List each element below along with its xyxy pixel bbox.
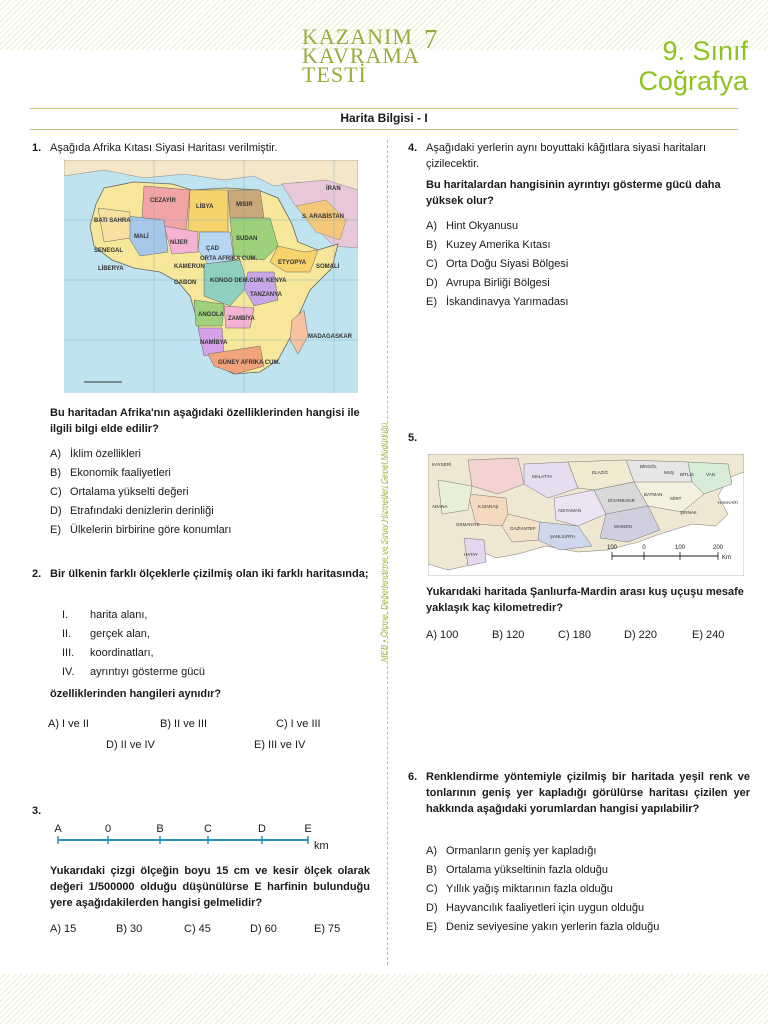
map-label-south-africa: GÜNEY AFRİKA CUM. xyxy=(218,360,281,366)
roman-numeral: I. xyxy=(62,609,69,621)
option-letter: B) xyxy=(50,467,61,479)
title-rule-bottom xyxy=(30,129,738,130)
map-label-algeria: CEZAYİR xyxy=(150,198,176,204)
map-label-hakkari: HAKKARİ xyxy=(718,500,738,505)
option-letter: D) xyxy=(50,505,62,517)
option-text: Hayvancılık faaliyetleri için uygun olduğu xyxy=(446,902,645,914)
grade-subject xyxy=(638,36,748,96)
grade-label: 9. Sınıf xyxy=(662,36,748,66)
map-label-ethiopia: ETYOPYA xyxy=(278,260,307,266)
option-d[interactable]: D) 60 xyxy=(250,923,277,935)
question-text: özelliklerinden hangileri aynıdır? xyxy=(50,688,222,700)
map-label-kenya: KENYA xyxy=(266,278,287,284)
roman-item-2 xyxy=(62,626,362,642)
map-label-namibia: NAMİBYA xyxy=(200,340,228,346)
map-label-mus: MUŞ xyxy=(664,470,674,475)
option-b[interactable] xyxy=(50,465,370,481)
logo-number: 7 xyxy=(424,24,438,54)
map-label-bingol: BİNGÖL xyxy=(640,464,658,469)
map-label-kayseri: KAYSERİ xyxy=(432,462,452,467)
question-number: 5. xyxy=(408,432,418,444)
option-b[interactable] xyxy=(426,237,746,253)
option-b[interactable]: B) II ve III xyxy=(160,718,208,730)
option-text: Kuzey Amerika Kıtası xyxy=(446,239,551,251)
scale-unit: km xyxy=(314,840,329,852)
option-letter: A) xyxy=(426,845,437,857)
question-number: 3. xyxy=(32,805,42,817)
question-number: 1. xyxy=(32,142,42,154)
roman-numeral: III. xyxy=(62,647,75,659)
option-text: İklim özellikleri xyxy=(70,448,141,460)
option-c[interactable]: C) 180 xyxy=(558,629,592,641)
roman-items xyxy=(62,607,362,680)
logo-line-2: KAVRAMA xyxy=(302,43,420,68)
map-label-iran: İRAN xyxy=(326,186,341,192)
options-list xyxy=(50,446,370,538)
map-label-angola: ANGOLA xyxy=(198,312,224,318)
option-a[interactable]: A) 100 xyxy=(426,629,459,641)
option-text: İskandinavya Yarımadası xyxy=(446,296,569,308)
roman-text: koordinatları, xyxy=(90,647,154,659)
option-a[interactable] xyxy=(426,218,746,234)
question-text: Bu haritalardan hangisinin ayrıntıyı gösterme gücü daha yüksek olur? xyxy=(426,179,721,207)
option-d[interactable]: D) 220 xyxy=(624,629,658,641)
scale-letter-b: B xyxy=(156,823,164,835)
option-a[interactable]: A) I ve II xyxy=(48,718,89,730)
question-4 xyxy=(408,140,752,308)
option-d[interactable] xyxy=(50,503,370,519)
option-letter: B) xyxy=(426,864,437,876)
option-letter: A) xyxy=(426,220,437,232)
map-label-gabon: GABON xyxy=(174,280,197,286)
scale-letter-d: D xyxy=(258,823,266,835)
option-a[interactable] xyxy=(50,446,370,462)
roman-item-1 xyxy=(62,607,362,623)
question-1 xyxy=(32,140,376,536)
option-letter: C) xyxy=(426,258,438,270)
map-label-sanliurfa: ŞANLIURFA xyxy=(550,534,576,539)
option-text: Ortalama yükselti değeri xyxy=(70,486,189,498)
question-text: Renklendirme yöntemiyle çizilmiş bir haritada yeşil renk ve tonlarının geniş yer kapladığı görülürse haritası çizilen yer hakkında aşağıdaki yorumlardan hangisi yapılabilir? xyxy=(426,771,750,815)
question-number: 2. xyxy=(32,568,42,580)
question-text: Yukarıdaki haritada Şanlıurfa-Mardin arası kuş uçuşu mesafe yaklaşık kaç kilometredir? xyxy=(426,586,744,614)
map-label-osmaniye: OSMANİYE xyxy=(456,522,480,527)
scale-unit: Km xyxy=(722,555,731,561)
map-label-madagascar: MADAGASKAR xyxy=(308,334,352,340)
roman-item-4 xyxy=(62,664,362,680)
subject-label: Coğrafya xyxy=(638,66,748,96)
map-label-libya: LİBYA xyxy=(196,204,214,210)
map-label-diyarbakir: DİYARBAKIR xyxy=(608,498,635,503)
roman-item-3 xyxy=(62,645,362,661)
scale-tick-label: 0 xyxy=(642,545,646,551)
options-list xyxy=(426,218,746,310)
option-e[interactable]: E) III ve IV xyxy=(254,739,306,751)
map-label-congo-dem: KONGO DEM.CUM. xyxy=(210,278,265,284)
option-text: Avrupa Birliği Bölgesi xyxy=(446,277,550,289)
roman-numeral: IV. xyxy=(62,666,75,678)
map-label-sudan: SUDAN xyxy=(236,236,258,242)
roman-text: ayrıntıyı gösterme gücü xyxy=(90,666,205,678)
logo-line-3: TESTİ xyxy=(302,62,367,87)
option-b[interactable]: B) 120 xyxy=(492,629,525,641)
option-e[interactable] xyxy=(426,919,746,935)
map-label-hatay: HATAY xyxy=(464,552,479,557)
scale-letter-c: C xyxy=(204,823,212,835)
option-c[interactable] xyxy=(50,484,370,500)
footer-hatch xyxy=(0,974,768,1024)
map-label-tanzania: TANZANYA xyxy=(250,292,283,298)
map-label-central-african-rep: ORTA AFRİKA CUM. xyxy=(200,256,258,262)
map-label-zambia: ZAMBİYA xyxy=(228,316,255,322)
question-stem: Bir ülkenin farklı ölçeklerle çizilmiş olan iki farklı haritasında; xyxy=(50,568,369,580)
option-d[interactable] xyxy=(426,900,746,916)
map-label-cameroon: KAMERUN xyxy=(174,264,205,270)
map-label-elazig: ELAZIĞ xyxy=(592,470,609,475)
option-text: Yıllık yağış miktarının fazla olduğu xyxy=(446,883,613,895)
option-text: Ormanların geniş yer kapladığı xyxy=(446,845,597,857)
option-e[interactable] xyxy=(426,294,746,310)
kazanim-kavrama-logo xyxy=(298,24,448,87)
map-label-egypt: MISIR xyxy=(236,202,253,208)
map-label-malatya: MALATYA xyxy=(532,474,553,479)
map-label-sirnak: ŞIRNAK xyxy=(680,510,697,515)
option-letter: A) xyxy=(50,448,61,460)
option-a[interactable] xyxy=(426,843,746,859)
map-label-adana: ADANA xyxy=(432,504,448,509)
option-c[interactable] xyxy=(426,881,746,897)
option-letter: C) xyxy=(426,883,438,895)
question-number: 4. xyxy=(408,142,418,154)
linear-scale xyxy=(46,819,346,855)
title-rule-top xyxy=(30,108,738,109)
roman-numeral: II. xyxy=(62,628,72,640)
question-text: Bu haritadan Afrika'nın aşağıdaki özelliklerinden hangisi ile ilgili bilgi elde edilir? xyxy=(50,407,360,435)
scale-letter-0: 0 xyxy=(104,823,112,835)
southeast-turkey-map xyxy=(428,454,744,576)
topic-title-bar xyxy=(30,108,738,130)
map-label-kmaras: K.MARAŞ xyxy=(478,504,499,509)
question-text: Yukarıdaki çizgi ölçeğin boyu 15 cm ve kesir ölçek olarak değeri 1/500000 olduğu düşünülürse E harfinin bulunduğu yere aşağıdakilerden hangisi gelmelidir? xyxy=(50,865,370,909)
option-b[interactable]: B) 30 xyxy=(116,923,143,935)
question-6 xyxy=(408,769,752,933)
map-label-west-sahara: BATI SAHRA xyxy=(94,218,131,224)
map-label-niger: NİJER xyxy=(170,240,188,246)
option-text: Deniz seviyesine yakın yerlerin fazla olduğu xyxy=(446,921,660,933)
option-text: Ortalama yükseltinin fazla olduğu xyxy=(446,864,609,876)
option-c[interactable]: C) I ve III xyxy=(276,718,321,730)
scale-letter-a: A xyxy=(54,823,62,835)
option-text: Etrafındaki denizlerin derinliği xyxy=(70,505,214,517)
scale-letter-e: E xyxy=(304,823,312,835)
africa-political-map xyxy=(64,160,358,393)
option-d[interactable]: D) II ve IV xyxy=(106,739,155,751)
scale-tick-label: 100 xyxy=(674,545,686,551)
roman-text: gerçek alan, xyxy=(90,628,150,640)
option-e[interactable]: E) 240 xyxy=(692,629,725,641)
map-label-senegal: SENEGAL xyxy=(94,248,124,254)
question-2 xyxy=(32,566,376,751)
map-label-liberia: LİBERYA xyxy=(98,266,124,272)
question-number: 6. xyxy=(408,771,418,783)
option-text: Orta Doğu Siyasi Bölgesi xyxy=(446,258,569,270)
question-stem: Aşağıda Afrika Kıtası Siyasi Haritası verilmiştir. xyxy=(50,142,278,154)
option-e[interactable] xyxy=(50,522,370,538)
option-letter: E) xyxy=(50,524,61,536)
map-label-van: VAN xyxy=(706,472,715,477)
option-letter: D) xyxy=(426,902,438,914)
option-text: Ekonomik faaliyetleri xyxy=(70,467,171,479)
scale-tick-label: 200 xyxy=(712,545,724,551)
roman-text: harita alanı, xyxy=(90,609,148,621)
map-label-batman: BATMAN xyxy=(644,492,663,497)
map-label-adiyaman: ADIYAMAN xyxy=(558,508,582,513)
side-credit-text: MEB • Ölçme, Değerlendirme ve Sınav Hizmetleri Genel Müdürlüğü xyxy=(380,422,389,662)
map-label-gaziantep: GAZİANTEP xyxy=(510,526,536,531)
map-label-bitlis: BİTLİS xyxy=(680,472,694,477)
option-c[interactable]: C) 45 xyxy=(184,923,211,935)
region-libya xyxy=(188,190,228,232)
option-text: Hint Okyanusu xyxy=(446,220,519,232)
map-label-chad: ÇAD xyxy=(206,246,219,252)
option-d[interactable] xyxy=(426,275,746,291)
option-letter: E) xyxy=(426,921,437,933)
option-letter: B) xyxy=(426,239,437,251)
map-label-saudi-arabia: S. ARABİSTAN xyxy=(302,214,344,220)
topic-title: Harita Bilgisi - I xyxy=(340,111,428,125)
map-label-mardin: MARDİN xyxy=(614,524,632,529)
map-label-mali: MALİ xyxy=(134,234,149,240)
option-e[interactable]: E) 75 xyxy=(314,923,341,935)
logo-line-1: KAZANIM xyxy=(302,24,413,49)
options-list xyxy=(426,843,746,935)
option-b[interactable] xyxy=(426,862,746,878)
map-label-somalia: SOMALİ xyxy=(316,264,340,270)
option-c[interactable] xyxy=(426,256,746,272)
scale-tick-label: 100 xyxy=(606,545,618,551)
option-letter: D) xyxy=(426,277,438,289)
option-letter: E) xyxy=(426,296,437,308)
map-label-siirt: SİİRT xyxy=(670,496,682,501)
question-stem: Aşağıdaki yerlerin aynı boyuttaki kâğıtlara siyasi haritaları çizilecektir. xyxy=(426,142,707,170)
option-letter: C) xyxy=(50,486,62,498)
option-text: Ülkelerin birbirine göre konumları xyxy=(70,524,232,536)
option-a[interactable]: A) 15 xyxy=(50,923,77,935)
